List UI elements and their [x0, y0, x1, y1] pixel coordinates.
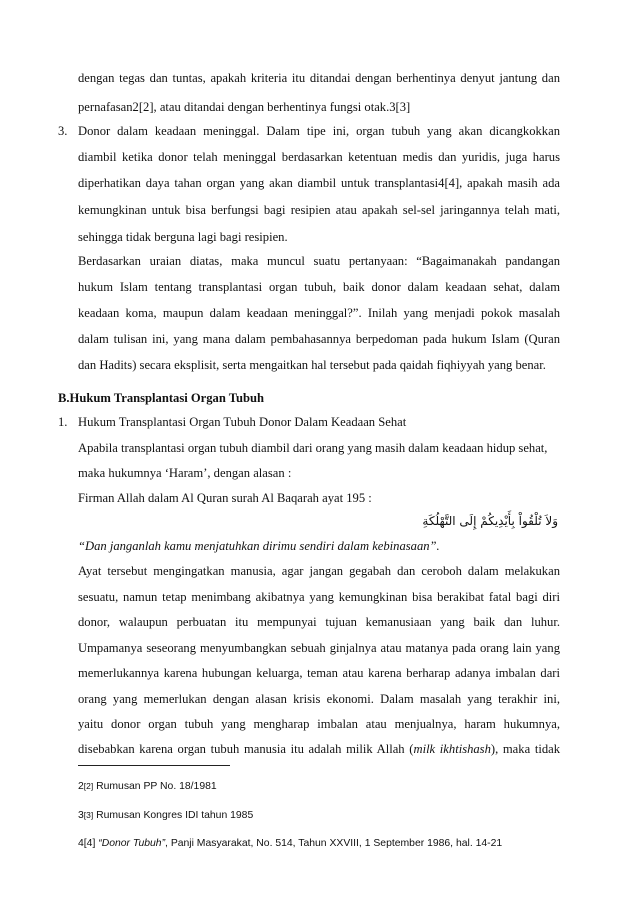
explanation-line-3: donor, walaupun perbuatan itu mempunyai tujuan kemanusiaan yang baik dan luhur. [78, 615, 560, 629]
paragraph-2-line-4: dalam tulisan ini, yang mana dalam pembahasannya berpedoman pada hukum Islam (Quran [78, 332, 560, 346]
section-b-line-2: maka hukumnya ‘Haram’, dengan alasan : [78, 466, 292, 480]
footnote-2 [78, 779, 217, 794]
item-3-line-4: kemungkinan untuk bisa berfungsi bagi resipien atau apakah sel-sel jaringannya telah mati, [78, 203, 560, 217]
explanation-line-7: yaitu donor organ tubuh yang mengharap imbalan atau menjualnya, haram hukumnya, [78, 717, 560, 731]
paragraph-2-line-2: hukum Islam tentang transplantasi organ tubuh, baik donor dalam keadaan sehat, dalam [78, 280, 560, 294]
footnote-4-number: 4 [78, 838, 84, 849]
footnote-2-number: 2 [78, 781, 84, 792]
explanation-line-5: memerlukannya karena hubungan keluarga, teman atau karena berharap adanya imbalan dari [78, 666, 560, 680]
footnote-3-marker: [3] [83, 810, 94, 820]
item-3-number: 3. [58, 124, 68, 138]
verse-translation: “Dan janganlah kamu menjatuhkan dirimu sendiri dalam kebinasaan”. [78, 539, 440, 553]
section-b-line-1: Apabila transplantasi organ tubuh diambil dari orang yang masih dalam keadaan hidup sehat, [78, 441, 548, 455]
paragraph-1-line-1: dengan tegas dan tuntas, apakah kriteria itu ditandai dengan berhentinya denyut jantung dan [78, 71, 560, 85]
footnote-2-marker: [2] [83, 781, 94, 791]
explanation-line-8-before: disebabkan karena organ tubuh manusia itu adalah milik Allah ( [78, 742, 414, 756]
arabic-verse: وَلاَ تُلْقُواْ بِأَيْدِيكُمْ إِلَى التَّهْلُكَةِ [422, 514, 558, 528]
explanation-line-6: orang yang memerlukan dengan alasan krisis ekonomi. Dalam masalah yang terakhir ini, [78, 692, 560, 706]
footnote-3-text: Rumusan Kongres IDI tahun 1985 [93, 810, 254, 821]
paragraph-1-line-2: pernafasan2[2], atau ditandai dengan berhentinya fungsi otak.3[3] [78, 100, 411, 114]
footnote-separator [78, 765, 230, 766]
explanation-line-2: sesuatu, namun tetap menimbang akibatnya yang kemungkinan bisa berakibat fatal bagi diri [78, 590, 560, 604]
footnote-4-text: , Panji Masyarakat, No. 514, Tahun XXVIII, 1 September 1986, hal. 14-21 [165, 838, 503, 849]
item-3-line-3: diperhatikan daya tahan organ yang akan diambil untuk transplantasi4[4], apakah masih ada [78, 176, 560, 190]
paragraph-2-line-1: Berdasarkan uraian diatas, maka muncul suatu pertanyaan: “Bagaimanakah pandangan [78, 254, 560, 268]
footnote-2-text: Rumusan PP No. 18/1981 [93, 781, 217, 792]
section-b-item-1-number: 1. [58, 415, 68, 429]
explanation-line-8-italic: milk ikhtishash [413, 742, 491, 756]
section-b-heading: B.Hukum Transplantasi Organ Tubuh [58, 391, 265, 405]
footnote-3-number: 3 [78, 810, 84, 821]
item-3-line-1: Donor dalam keadaan meninggal. Dalam tipe ini, organ tubuh yang akan dicangkokkan [78, 124, 560, 138]
paragraph-2-line-5: dan Hadits) secara eksplisit, serta mengaitkan hal tersebut pada qaidah fiqhiyyah yang benar. [78, 358, 546, 372]
explanation-line-8-after: ), maka tidak [490, 742, 561, 756]
item-3-line-2: diambil ketika donor telah meninggal berdasarkan ketentuan medis dan yuridis, juga harus [78, 150, 560, 164]
footnote-4-title: “Donor Tubuh” [98, 838, 166, 849]
explanation-line-1: Ayat tersebut mengingatkan manusia, agar jangan gegabah dan ceroboh dalam melakukan [78, 564, 560, 578]
section-b-item-1-title: Hukum Transplantasi Organ Tubuh Donor Dalam Keadaan Sehat [78, 415, 407, 429]
footnote-3 [78, 808, 253, 823]
explanation-line-8 [78, 741, 560, 757]
explanation-line-4: Umpamanya seseorang menyumbangkan sebuah ginjalnya atau matanya pada orang lain yang [78, 641, 560, 655]
footnote-4-marker: [4] [83, 838, 96, 849]
footnote-4 [78, 837, 502, 851]
section-b-line-3: Firman Allah dalam Al Quran surah Al Baqarah ayat 195 : [78, 491, 372, 505]
paragraph-2-line-3: keadaan koma, maupun dalam keadaan meninggal?”. Inilah yang menjadi pokok masalah [78, 306, 560, 320]
item-3-line-5: sehingga tidak berguna lagi bagi resipien. [78, 230, 288, 244]
